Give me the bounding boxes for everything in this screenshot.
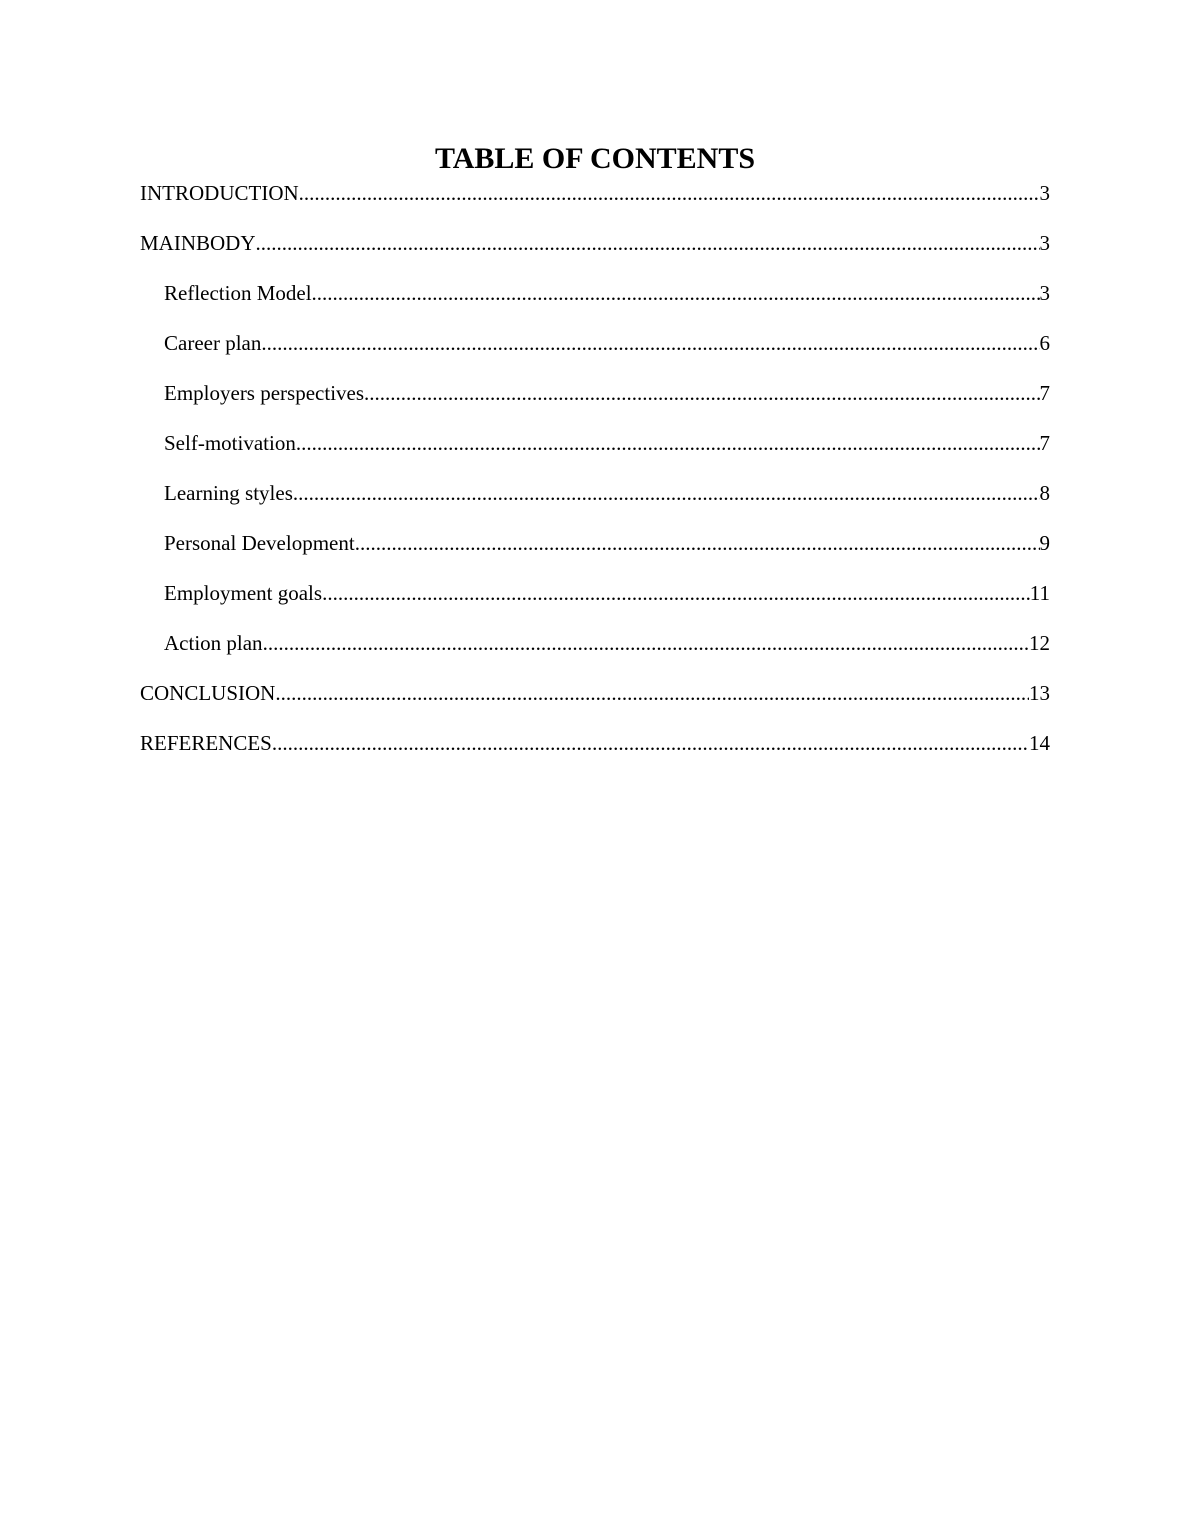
toc-entry-introduction[interactable] [140,177,1050,227]
toc-entry-page: 8 [1039,481,1050,505]
toc-entry-page: 7 [1039,431,1050,455]
toc-entry-label: CONCLUSION [140,681,276,705]
toc-entry-page: 3 [1039,231,1050,255]
dot-leader [256,227,1040,259]
toc-entry-page: 7 [1039,381,1050,405]
toc-entry-page: 12 [1029,631,1050,655]
toc-entry-label: Employment goals [164,581,323,605]
table-of-contents [140,177,1050,777]
toc-entry-label: REFERENCES [140,731,272,755]
dot-leader [261,327,1039,359]
toc-entry-learning-styles[interactable] [140,477,1050,527]
toc-entry-self-motivation[interactable] [140,427,1050,477]
toc-entry-label: MAINBODY [140,231,256,255]
toc-entry-conclusion[interactable] [140,677,1050,727]
dot-leader [364,377,1039,409]
toc-entry-reflection-model[interactable] [140,277,1050,327]
toc-entry-page: 11 [1029,581,1050,605]
toc-entry-label: Learning styles [164,481,293,505]
toc-entry-references[interactable] [140,727,1050,777]
toc-title: TABLE OF CONTENTS [434,142,756,175]
toc-entry-page: 14 [1029,731,1050,755]
toc-entry-page: 6 [1039,331,1050,355]
dot-leader [272,727,1029,759]
dot-leader [275,677,1029,709]
toc-entry-label: INTRODUCTION [140,181,299,205]
toc-entry-action-plan[interactable] [140,627,1050,677]
dot-leader [355,527,1040,559]
toc-entry-page: 3 [1039,281,1050,305]
dot-leader [293,477,1040,509]
toc-entry-label: Self-motivation [164,431,296,455]
toc-entry-page: 13 [1029,681,1050,705]
toc-entry-label: Career plan [164,331,262,355]
toc-entry-mainbody[interactable] [140,227,1050,277]
toc-entry-label: Employers perspectives [164,381,365,405]
dot-leader [296,427,1040,459]
toc-entry-label: Reflection Model [164,281,312,305]
toc-entry-page: 3 [1039,181,1050,205]
dot-leader [299,177,1040,209]
toc-entry-label: Action plan [164,631,263,655]
dot-leader [312,277,1040,309]
toc-entry-label: Personal Development [164,531,355,555]
toc-entry-employers-perspectives[interactable] [140,377,1050,427]
toc-entry-page: 9 [1039,531,1050,555]
toc-entry-personal-development[interactable] [140,527,1050,577]
toc-entry-employment-goals[interactable] [140,577,1050,627]
dot-leader [263,627,1029,659]
dot-leader [322,577,1030,609]
toc-entry-career-plan[interactable] [140,327,1050,377]
